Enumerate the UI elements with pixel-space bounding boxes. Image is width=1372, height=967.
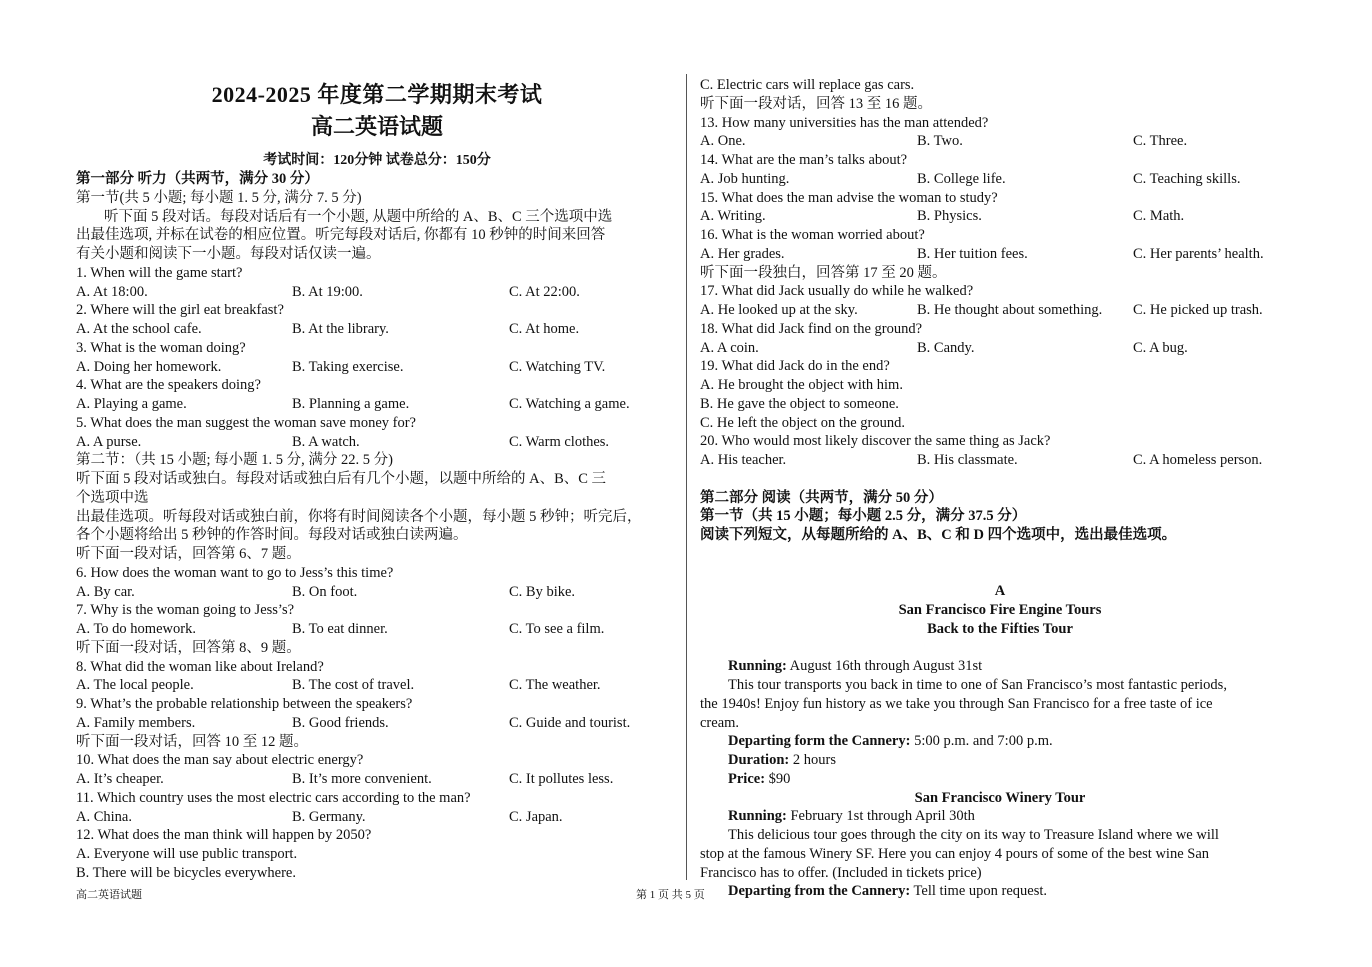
footer-label: 高二英语试题 bbox=[76, 889, 142, 901]
question: 9. What’s the probable relationship between the speakers? bbox=[76, 696, 413, 712]
tour2-departing: Departing from the Cannery: Tell time upon request. bbox=[728, 883, 1048, 900]
option-a: A. Writing. bbox=[700, 208, 766, 225]
option-b: B. Taking exercise. bbox=[292, 358, 404, 375]
exam-meta: 考试时间：120分钟 试卷总分：150分 bbox=[263, 153, 491, 168]
option-a: A. Doing her homework. bbox=[76, 358, 222, 375]
option-b: B. He thought about something. bbox=[917, 302, 1103, 318]
option-c: C. To see a film. bbox=[509, 621, 605, 637]
option-c: C. At 22:00. bbox=[509, 283, 580, 300]
options-row bbox=[700, 132, 1300, 151]
option-b: B. Candy. bbox=[917, 339, 975, 356]
section1-instructions: 出最佳选项, 并标在试卷的相应位置。听完每段对话后, 你都有 10 秒钟的时间来回答 bbox=[76, 227, 606, 244]
section2-title: 第二节：（共 15 小题; 每小题 1. 5 分, 满分 22. 5 分) bbox=[76, 452, 393, 469]
page-number: 第 1 页 共 5 页 bbox=[636, 889, 705, 901]
option-c: C. It pollutes less. bbox=[509, 771, 614, 787]
option-c: C. Guide and tourist. bbox=[509, 714, 631, 731]
tour2-description: This delicious tour goes through the city on its way to Treasure Island where we will bbox=[728, 827, 1219, 843]
options-row bbox=[700, 170, 1300, 189]
spacer bbox=[700, 639, 1300, 658]
column-divider bbox=[686, 74, 687, 880]
dialogue-heading: 听下面一段对话，回答 10 至 12 题。 bbox=[76, 733, 308, 750]
question: 13. How many universities has the man attended? bbox=[700, 114, 989, 131]
options-row bbox=[76, 620, 681, 639]
question: 8. What did the woman like about Ireland? bbox=[76, 658, 324, 675]
tour2-running: Running: February 1st through April 30th bbox=[728, 808, 975, 825]
section2-instructions: 出最佳选项。听每段对话或独白前，你将有时间阅读各个小题，每小题 5 秒钟；听完后， bbox=[76, 508, 642, 525]
left-column bbox=[76, 170, 681, 883]
options-row bbox=[76, 433, 681, 452]
options-row bbox=[76, 714, 681, 733]
option-c: C. Math. bbox=[1133, 208, 1185, 225]
section2-instructions: 个选项中选 bbox=[76, 489, 149, 506]
options-row bbox=[76, 770, 681, 789]
option-b: B. Planning a game. bbox=[292, 396, 410, 412]
monologue-heading: 听下面一段独白，回答第 17 至 20 题。 bbox=[700, 264, 947, 281]
dialogue-heading: 听下面一段对话，回答第 8、9 题。 bbox=[76, 639, 301, 656]
options-row bbox=[76, 283, 681, 302]
options-row bbox=[700, 339, 1300, 358]
tour2-description: Francisco has to offer. (Included in tickets price) bbox=[700, 864, 982, 881]
part2-section1-instructions: 阅读下列短文，从每题所给的 A、B、C 和 D 四个选项中，选出最佳选项。 bbox=[700, 527, 1177, 543]
options-row bbox=[76, 808, 681, 827]
question: 19. What did Jack do in the end? bbox=[700, 358, 890, 375]
question: 4. What are the speakers doing? bbox=[76, 377, 261, 394]
option-b: B. On foot. bbox=[292, 583, 358, 600]
question: 10. What does the man say about electric energy? bbox=[76, 752, 364, 769]
tour1-description: cream. bbox=[700, 714, 740, 731]
option-a: A. His teacher. bbox=[700, 452, 787, 468]
tour1-running: Running: August 16th through August 31st bbox=[728, 658, 983, 675]
tour1-description: the 1940s! Enjoy fun history as we take you through San Francisco for a free taste of ice bbox=[700, 695, 1213, 712]
options-row bbox=[700, 451, 1300, 470]
question: 7. Why is the woman going to Jess’s? bbox=[76, 602, 295, 619]
tour1-price: Price: $90 bbox=[728, 770, 791, 787]
option-c: C. Teaching skills. bbox=[1133, 170, 1241, 187]
option-c: C. Watching TV. bbox=[509, 358, 606, 375]
tour2-description: stop at the famous Winery SF. Here you can enjoy 4 pours of some of the best wine San bbox=[700, 845, 1210, 862]
dialogue-heading: 听下面一段对话，回答 13 至 16 题。 bbox=[700, 95, 932, 112]
question: 1. When will the game start? bbox=[76, 264, 243, 281]
section1-instructions: 听下面 5 段对话。每段对话后有一个小题, 从题中所给的 A、B、C 三个选项中选 bbox=[104, 208, 613, 225]
question: 15. What does the man advise the woman to study? bbox=[700, 189, 998, 206]
option-a: A. At 18:00. bbox=[76, 283, 148, 300]
exam-title: 2024-2025 年度第二学期期末考试 bbox=[211, 82, 543, 107]
dialogue-heading: 听下面一段对话，回答第 6、7 题。 bbox=[76, 546, 301, 562]
option-a: A. By car. bbox=[76, 583, 135, 600]
option-c: C. Her parents’ health. bbox=[1133, 245, 1264, 262]
option-b: B. Physics. bbox=[917, 208, 982, 225]
option-b: B. At 19:00. bbox=[292, 283, 363, 300]
options-row bbox=[76, 320, 681, 339]
option-b: B. Germany. bbox=[292, 808, 366, 825]
tour1-departing: Departing form the Cannery: 5:00 p.m. and 7:00 p.m. bbox=[728, 733, 1053, 750]
right-column bbox=[700, 76, 1300, 901]
question: 12. What does the man think will happen by 2050? bbox=[76, 827, 372, 844]
part2-title: 第二部分 阅读（共两节，满分 50 分） bbox=[700, 489, 943, 506]
option-a: A. The local people. bbox=[76, 677, 194, 694]
option-b: B. A watch. bbox=[292, 433, 360, 450]
option-c: C. A homeless person. bbox=[1133, 452, 1263, 468]
option-b: B. To eat dinner. bbox=[292, 621, 388, 637]
option-a: A. Playing a game. bbox=[76, 396, 187, 412]
option-a: A. At the school cafe. bbox=[76, 321, 202, 337]
options-row bbox=[700, 245, 1300, 264]
option-c: C. A bug. bbox=[1133, 339, 1188, 356]
options-row bbox=[76, 676, 681, 695]
question: 18. What did Jack find on the ground? bbox=[700, 320, 923, 337]
option-c: C. At home. bbox=[509, 321, 580, 337]
option-c: C. Japan. bbox=[509, 808, 563, 825]
option-a: A. Her grades. bbox=[700, 245, 785, 262]
option-a: A. Everyone will use public transport. bbox=[76, 846, 298, 862]
option-a: A. He brought the object with him. bbox=[700, 377, 903, 393]
option-c: C. The weather. bbox=[509, 677, 601, 694]
question: 2. Where will the girl eat breakfast? bbox=[76, 302, 284, 319]
option-a: A. China. bbox=[76, 808, 132, 825]
option-b: B. There will be bicycles everywhere. bbox=[76, 864, 296, 881]
part1-title: 第一部分 听力（共两节，满分 30 分） bbox=[76, 171, 319, 187]
option-b: B. It’s more convenient. bbox=[292, 771, 432, 787]
section1-title: 第一节(共 5 小题; 每小题 1. 5 分, 满分 7. 5 分) bbox=[76, 189, 362, 206]
part2-section1-title: 第一节（共 15 小题；每小题 2.5 分，满分 37.5 分） bbox=[700, 508, 1027, 525]
option-b: B. Her tuition fees. bbox=[917, 245, 1028, 262]
section2-instructions: 各个小题将给出 5 秒钟的作答时间。每段对话或独白读两遍。 bbox=[76, 527, 468, 544]
option-a: A. A coin. bbox=[700, 339, 759, 356]
option-a: A. He looked up at the sky. bbox=[700, 302, 858, 318]
question: 11. Which country uses the most electric cars according to the man? bbox=[76, 789, 471, 806]
exam-subtitle: 高二英语试题 bbox=[310, 114, 443, 139]
passage-title: San Francisco Fire Engine Tours bbox=[898, 602, 1102, 618]
option-a: A. Family members. bbox=[76, 714, 196, 731]
question: 6. How does the woman want to go to Jess’s this time? bbox=[76, 564, 394, 581]
option-b: B. His classmate. bbox=[917, 452, 1018, 468]
option-c: C. Watching a game. bbox=[509, 396, 630, 412]
question: 14. What are the man’s talks about? bbox=[700, 152, 908, 168]
option-b: B. He gave the object to someone. bbox=[700, 395, 899, 412]
options-row bbox=[700, 301, 1300, 320]
question: 5. What does the man suggest the woman save money for? bbox=[76, 414, 416, 431]
option-b: B. The cost of travel. bbox=[292, 677, 415, 694]
options-row bbox=[76, 583, 681, 602]
option-c: C. Warm clothes. bbox=[509, 433, 610, 450]
option-b: B. Good friends. bbox=[292, 714, 389, 731]
section2-instructions: 听下面 5 段对话或独白。每段对话或独白后有几个小题，以题中所给的 A、B、C 三 bbox=[76, 471, 607, 487]
option-a: A. One. bbox=[700, 133, 746, 150]
tour1-title: Back to the Fifties Tour bbox=[927, 620, 1073, 637]
spacer bbox=[700, 470, 1300, 489]
options-row bbox=[700, 207, 1300, 226]
spacer bbox=[700, 545, 1300, 564]
option-c: C. By bike. bbox=[509, 583, 576, 600]
option-a: A. To do homework. bbox=[76, 621, 196, 637]
question: 17. What did Jack usually do while he walked? bbox=[700, 283, 974, 300]
option-a: A. It’s cheaper. bbox=[76, 771, 164, 787]
passage-letter: A bbox=[994, 583, 1006, 600]
question: 20. Who would most likely discover the same thing as Jack? bbox=[700, 433, 1051, 450]
tour2-title: San Francisco Winery Tour bbox=[914, 789, 1086, 806]
option-c: C. He left the object on the ground. bbox=[700, 414, 905, 431]
question: 16. What is the woman worried about? bbox=[700, 227, 925, 243]
spacer bbox=[700, 564, 1300, 583]
option-c: C. Electric cars will replace gas cars. bbox=[700, 77, 915, 93]
option-c: C. Three. bbox=[1133, 133, 1188, 150]
option-b: B. At the library. bbox=[292, 321, 389, 337]
tour1-description: This tour transports you back in time to one of San Francisco’s most fantastic periods, bbox=[728, 677, 1227, 693]
options-row bbox=[76, 358, 681, 377]
section1-instructions: 有关小题和阅读下一小题。每段对话仅读一遍。 bbox=[76, 246, 381, 262]
option-a: A. Job hunting. bbox=[700, 170, 790, 187]
question: 3. What is the woman doing? bbox=[76, 339, 246, 356]
option-b: B. College life. bbox=[917, 170, 1006, 187]
options-row bbox=[76, 395, 681, 414]
tour1-duration: Duration: 2 hours bbox=[728, 752, 836, 768]
option-a: A. A purse. bbox=[76, 433, 142, 450]
option-b: B. Two. bbox=[917, 133, 963, 150]
option-c: C. He picked up trash. bbox=[1133, 302, 1263, 318]
